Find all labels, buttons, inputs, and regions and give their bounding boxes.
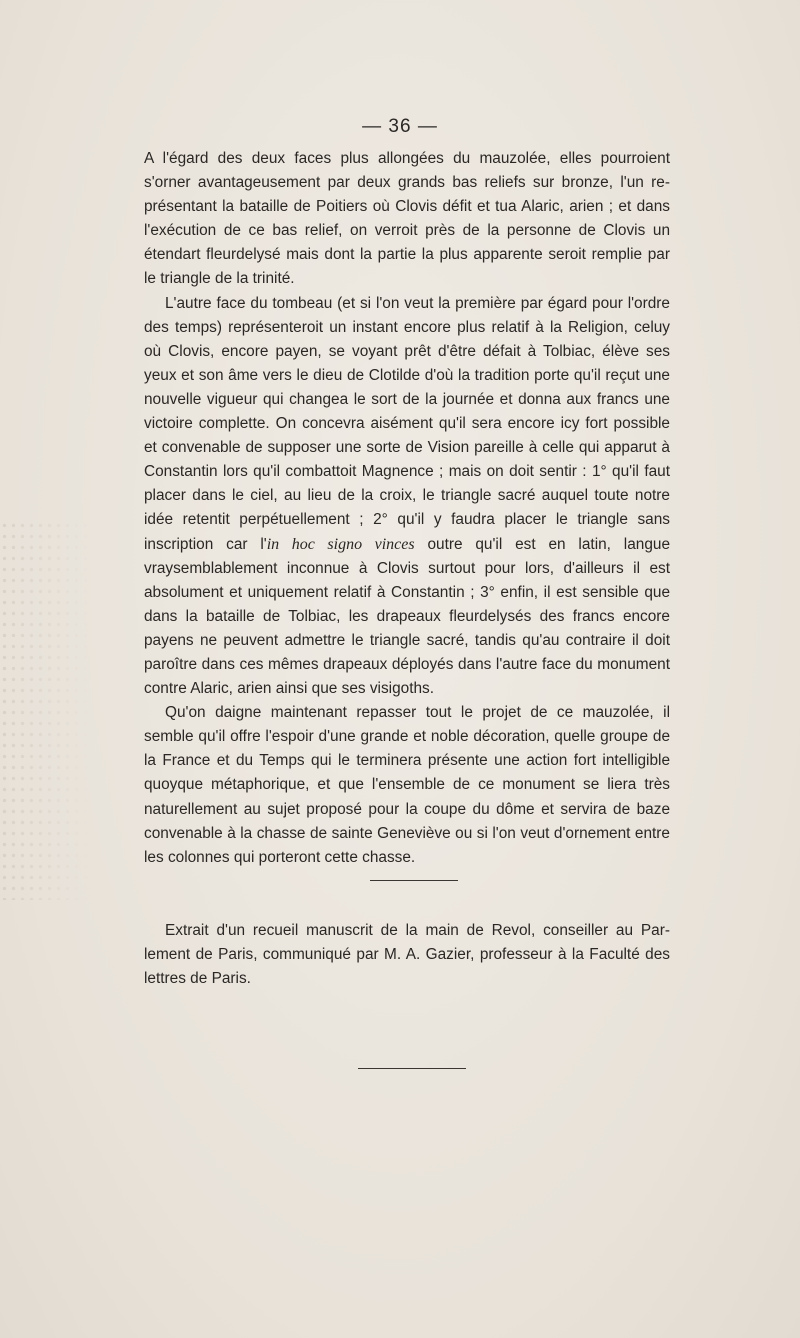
paragraph-1: A l'égard des deux faces plus allongées du mauzolée, elles pourroient s'orner avantageusement par deux grands bas reliefs sur bronze, l'un représentant la bataille de Poitiers où Clovis défit et tua Alaric, arien ; et dans l'exécution de ce bas relief, on verroit près de la personne de Clovis un étendart fleurdelysé mais dont la partie la plus apparente seroit remplie par le triangle de la trinité. [144,150,670,288]
paragraph-3: Qu'on daigne maintenant repasser tout le projet de ce mauzolée, il semble qu'il offre l'espoir d'une grande et noble décoration, quelle groupe de la France et du Temps qui le terminera présente une action fort intelligible quoyque métaphorique, et que l'ensemble de ce monument se liera très naturellement au sujet proposé pour la coupe du dôme et servira de baze convenable à la chasse de sainte Geneviève ou si l'on veut d'ornement entre les colonnes qui porteront cette chasse. [144,704,670,866]
paragraph-2 [144,292,670,702]
paragraph-2-tail: outre qu'il est en latin, langue vraysemblablement inconnue à Clovis surtout pour lors, d'ailleurs il est absolument et uniquement relatif à Constantin ; 3° enfin, il est sensible que dans la bataille de Tolbiac, les drapeaux fleurdelysés des francs encore payens ne peuvent admettre le triangle sacré, tandis qu'au contraire il doit paroître dans ces mêmes drapeaux déployés dans l'autre face du monument contre Alaric, arien ainsi que ses visigoths. [144,535,671,698]
paragraph-2-head: L'autre face du tombeau (et si l'on veut la première par égard pour l'ordre des temps) représenteroit un instant encore plus relatif à la Religion, celuy où Clovis, encore payen, se voyant prêt d'être défait à Tolbiac, élève ses yeux et son âme vers le dieu de Clotilde d'où la tradition porte qu'il reçut une nouvelle vigueur qui changea le sort de la journée et donna aux francs une victoire complette. On concevra aisément qu'il sera encore icy fort possible et convenable de supposer une sorte de Vision pareille à celle qui apparut à Constantin lors qu'il combattoit Magnence ; mais on doit sentir : 1° qu'il faut placer dans le ciel, au lieu de la croix, le triangle sacré auquel toute notre idée retentit perpétuellement ; 2° qu'il y faudra placer le triangle sans inscription car l' [144,294,670,553]
source-note-text: Extrait d'un recueil manuscrit de la main de Revol, conseiller au Parlement de Paris, communiqué par M. A. Gazier, professeur à la Faculté des lettres de Paris. [144,922,670,988]
main-text [144,147,670,870]
latin-motto: in hoc signo vinces [266,535,415,553]
separator-rule-top [370,880,458,881]
source-note [144,919,670,991]
page-number: — 36 — [362,116,438,137]
paper-stain [0,520,92,900]
separator-rule-bottom [358,1068,466,1069]
